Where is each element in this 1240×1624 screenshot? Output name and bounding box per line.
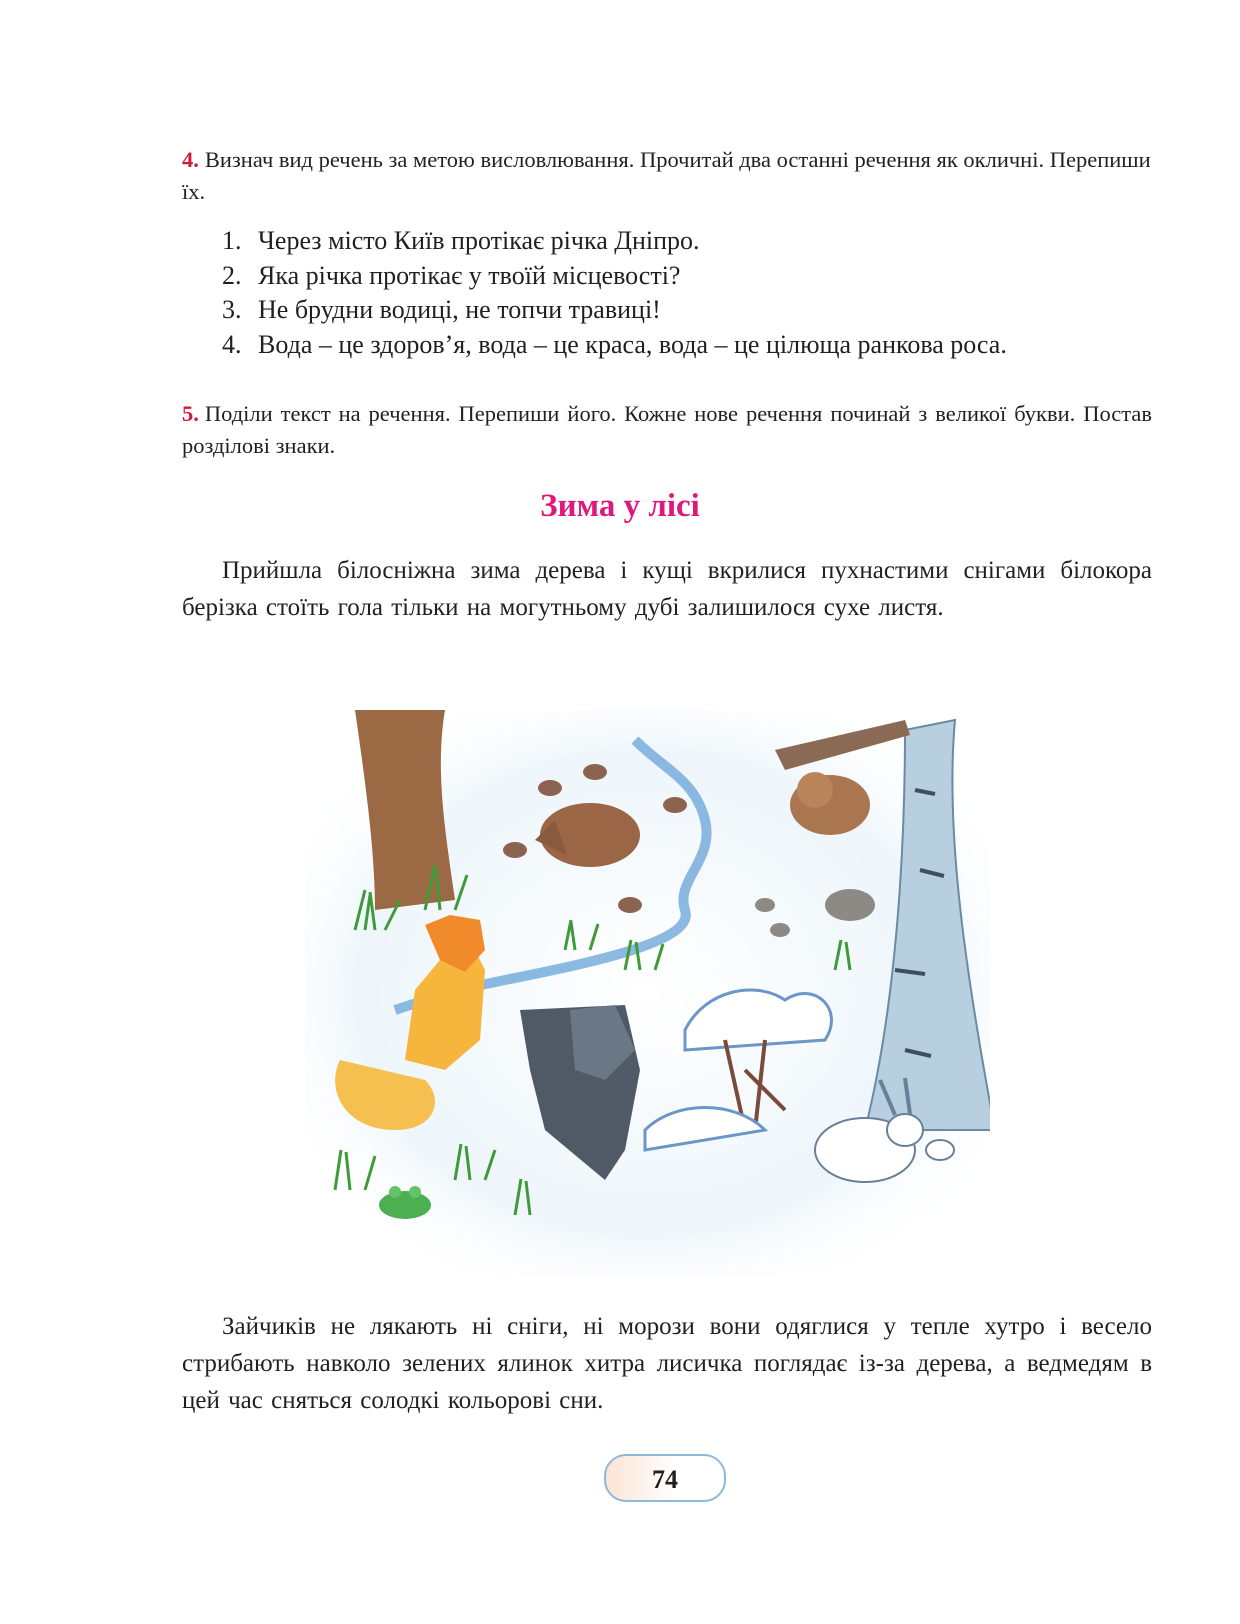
task-4 (182, 144, 1152, 208)
item-number: 2. (222, 260, 242, 290)
hedgehog (770, 923, 790, 937)
piglet (583, 764, 607, 780)
piglet (538, 780, 562, 796)
item-number: 1. (222, 226, 242, 255)
item-text: Через місто Київ протікає річка Дніпро. (258, 226, 700, 255)
task-number: 4. (182, 147, 199, 172)
piglet (618, 897, 642, 913)
list-item (222, 328, 1007, 362)
sentence-list (222, 224, 1007, 362)
task-instruction: Поділи текст на речення. Перепиши його. Кожне нове речення починай з великої букви. Постав розділові знаки. (182, 401, 1152, 458)
hedgehog (755, 898, 775, 912)
item-number: 3. (222, 295, 242, 324)
item-text: Яка річка протікає у твоїй місцевості? (258, 260, 681, 290)
task-number: 5. (182, 401, 199, 426)
piglet (663, 797, 687, 813)
hedgehog (825, 889, 875, 921)
item-text: Не брудни водиці, не топчи травиці! (258, 295, 661, 324)
list-item (222, 224, 1007, 258)
piglet (503, 842, 527, 858)
page-number: 74 (604, 1454, 726, 1502)
story-title: Зима у лісі (540, 488, 700, 524)
task-5 (182, 398, 1152, 462)
item-text: Вода – це здоров’я, вода – це краса, вода – це цілюща ранкова роса. (258, 329, 1007, 359)
item-number: 4. (222, 329, 242, 359)
task-instruction: Визнач вид речень за метою висловлювання. Прочитай два останні речення як окличні. Перепиши їх. (182, 147, 1151, 204)
list-item (222, 293, 1007, 327)
story-paragraph-2: Зайчиків не лякають ні сніги, ні морози вони одяглися у тепле хутро і весело стрибають навколо зелених ялинок хитра лисичка поглядає із-за дерева, а ведмедям в цей час сняться солодкі кольорові сни. (182, 1313, 1152, 1414)
story-paragraph-1: Прийшла білосніжна зима дерева і кущі вкрилися пухнастими снігами білокора берізка стоїть гола тільки на могутньому дубі залишилося сухе листя. (182, 557, 1152, 621)
winter-forest-illustration (305, 710, 990, 1275)
list-item (222, 259, 1007, 293)
